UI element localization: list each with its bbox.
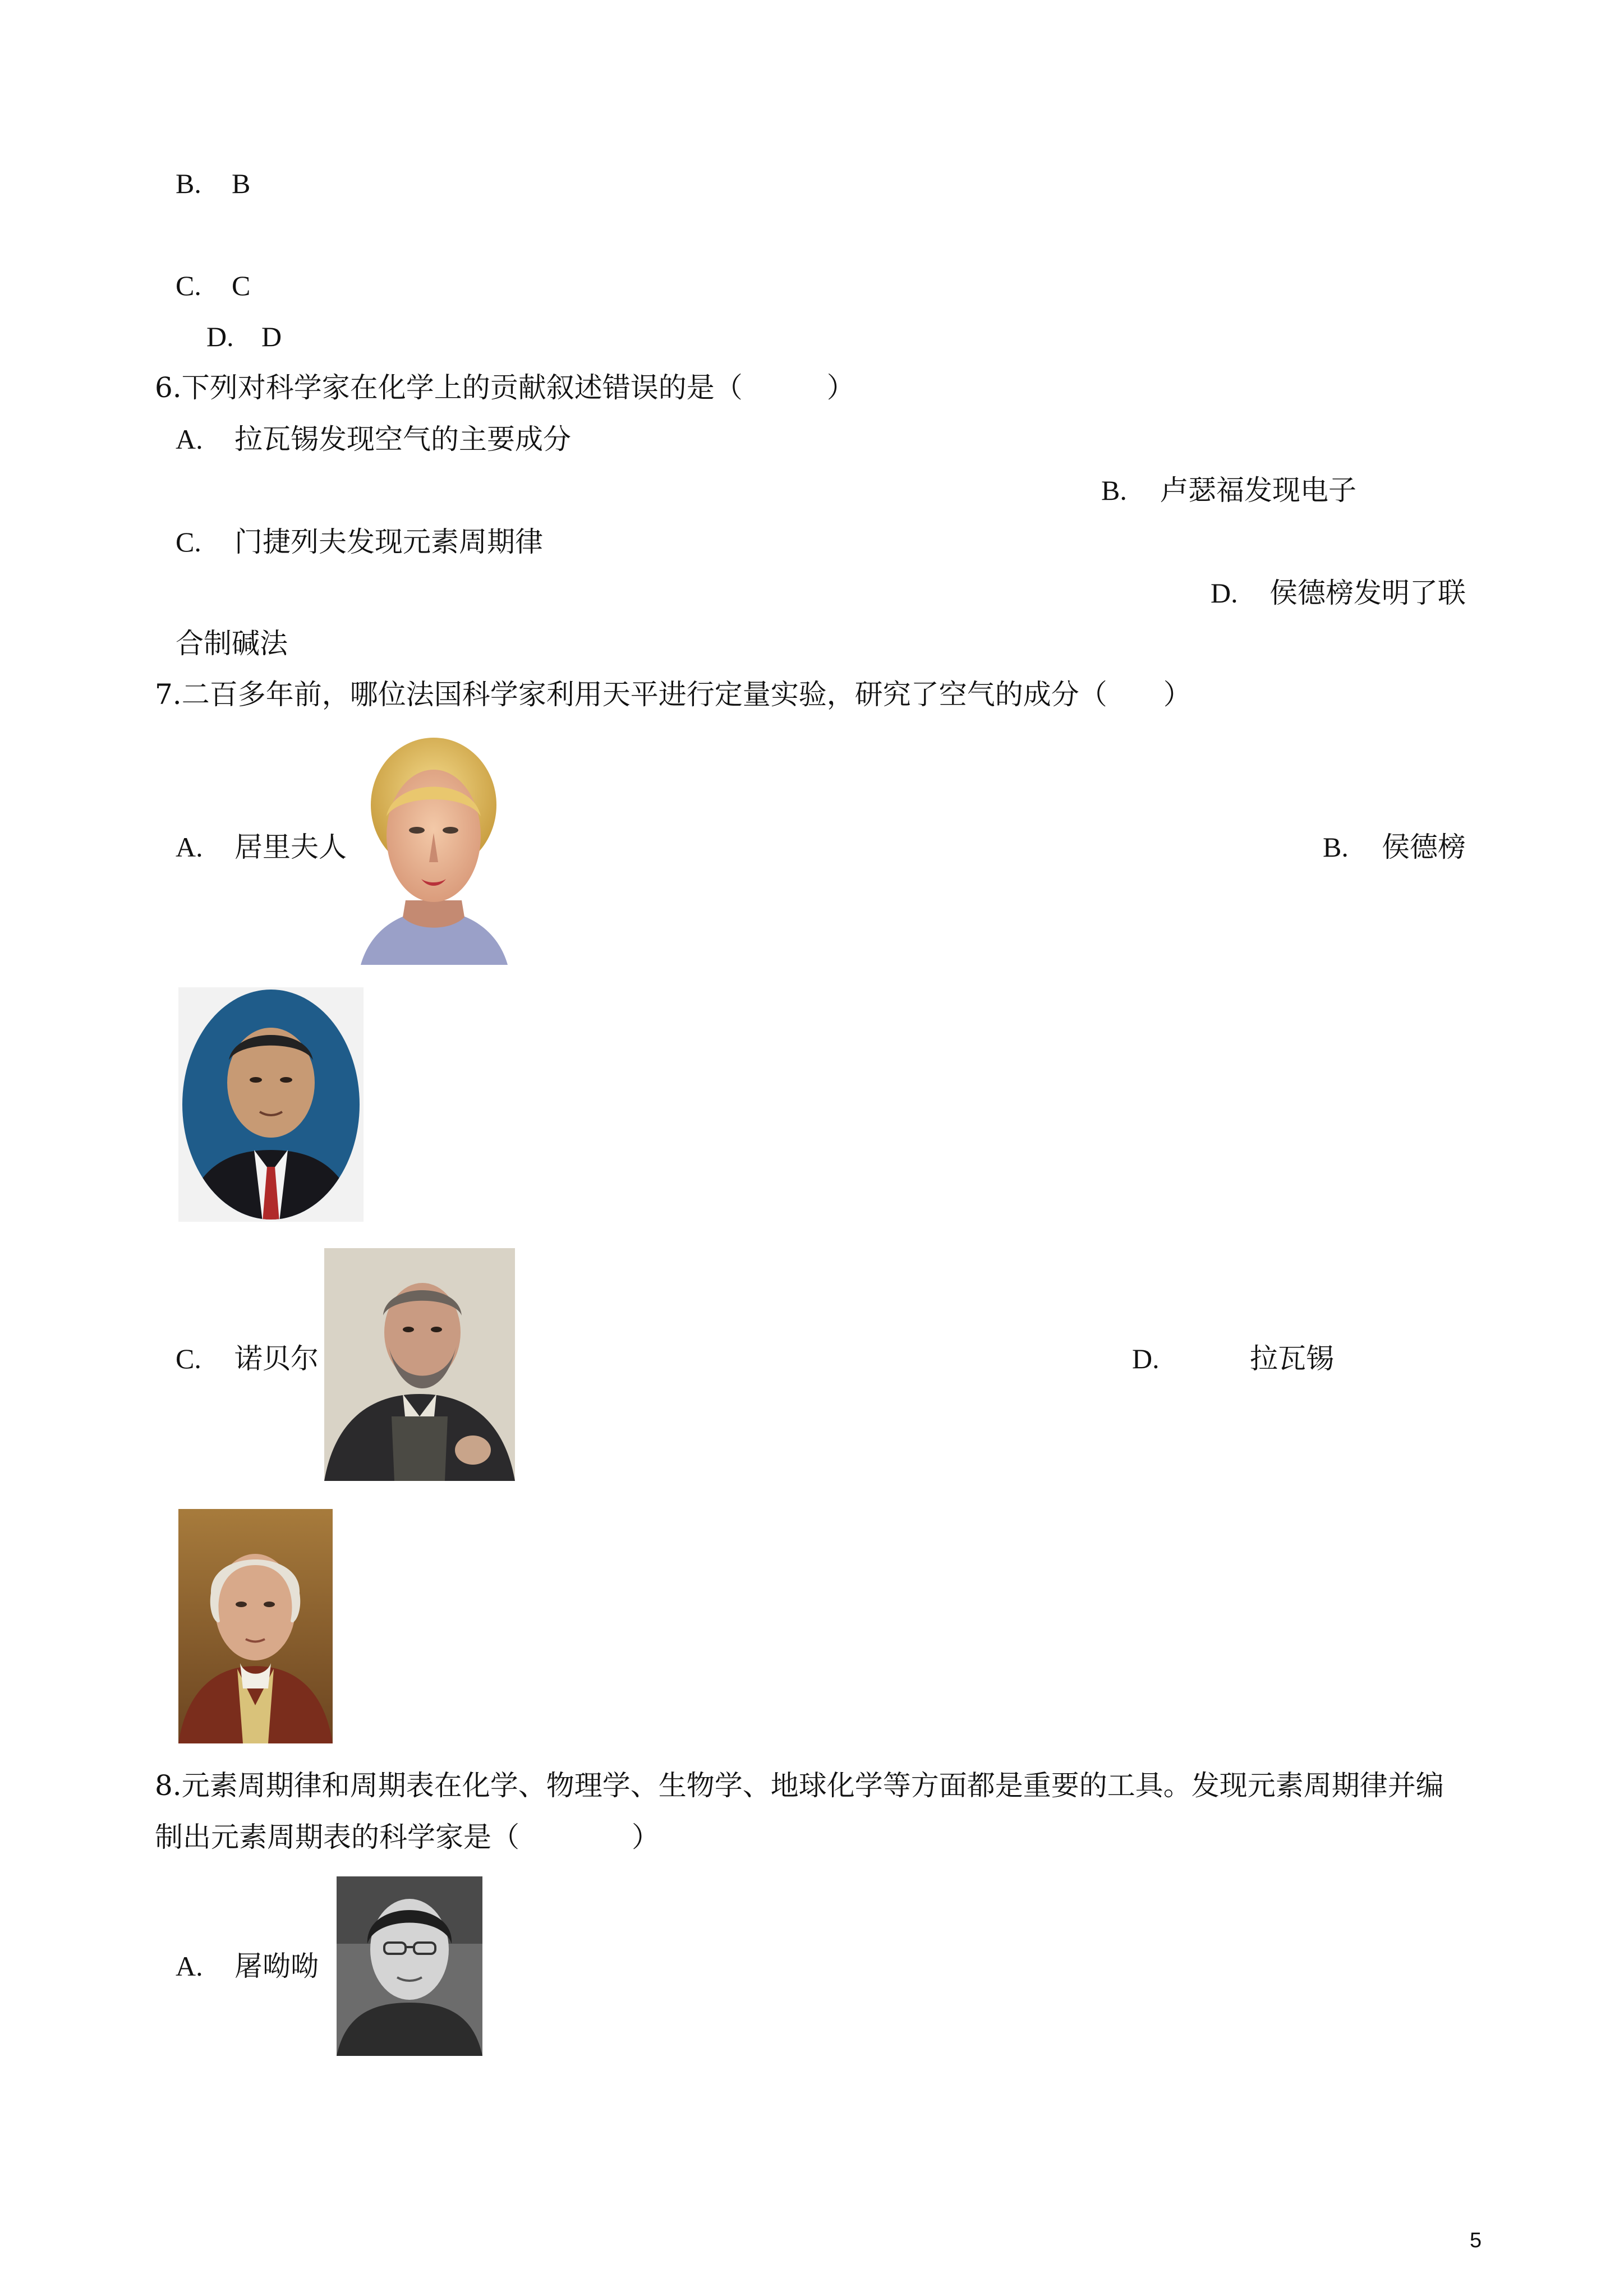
q6-option-b-text: 卢瑟福发现电子 [1160, 474, 1356, 507]
q7-option-c-text: 诺贝尔 [234, 1342, 319, 1375]
q8-option-a-label: A. [176, 1950, 203, 1982]
q6-option-a-text: 拉瓦锡发现空气的主要成分 [234, 423, 571, 455]
q7-option-b-text: 侯德榜 [1382, 831, 1466, 863]
q6-option-d-text-continued: 合制碱法 [176, 627, 288, 660]
q6-option-d-label: D. [1211, 577, 1238, 609]
q6-option-c-label: C. [176, 526, 201, 558]
option-text-d: D [261, 321, 282, 352]
q7-option-d-text: 拉瓦锡 [1250, 1342, 1334, 1375]
portrait-curie-image [349, 732, 518, 965]
q7-option-a-label: A. [176, 831, 203, 863]
question-6-stem: 6.下列对科学家在化学上的贡献叙述错误的是（ ） [155, 371, 855, 404]
option-label-d: D. [206, 321, 234, 352]
portrait-nobel-image [324, 1248, 515, 1481]
option-text-c: C [232, 270, 251, 301]
question-8-stem-line-2: 制出元素周期表的科学家是（ ） [155, 1821, 660, 1853]
q7-option-d-label: D. [1132, 1343, 1160, 1374]
q7-option-c-label: C. [176, 1343, 201, 1374]
option-text-b: B [232, 168, 251, 199]
page-number: 5 [1470, 2229, 1482, 2252]
q6-option-d-text: 侯德榜发明了联 [1269, 577, 1466, 609]
portrait-lavoisier-image [178, 1509, 333, 1743]
q8-option-a-text: 屠呦呦 [234, 1950, 319, 1982]
question-7-stem: 7.二百多年前，哪位法国科学家利用天平进行定量实验，研究了空气的成分（ ） [155, 678, 1191, 711]
portrait-hou-debang-image [178, 987, 364, 1222]
q7-option-b-label: B. [1323, 831, 1349, 863]
q6-option-b-label: B. [1101, 475, 1127, 506]
option-label-b: B. [176, 168, 201, 199]
portrait-tu-youyou-image [337, 1876, 482, 2056]
question-8-stem-line-1: 8.元素周期律和周期表在化学、物理学、生物学、地球化学等方面都是重要的工具。发现元素周期律并编 [155, 1769, 1444, 1802]
q6-option-a-label: A. [176, 424, 203, 455]
q7-option-a-text: 居里夫人 [234, 831, 347, 863]
option-label-c: C. [176, 270, 201, 301]
q6-option-c-text: 门捷列夫发现元素周期律 [234, 526, 543, 558]
